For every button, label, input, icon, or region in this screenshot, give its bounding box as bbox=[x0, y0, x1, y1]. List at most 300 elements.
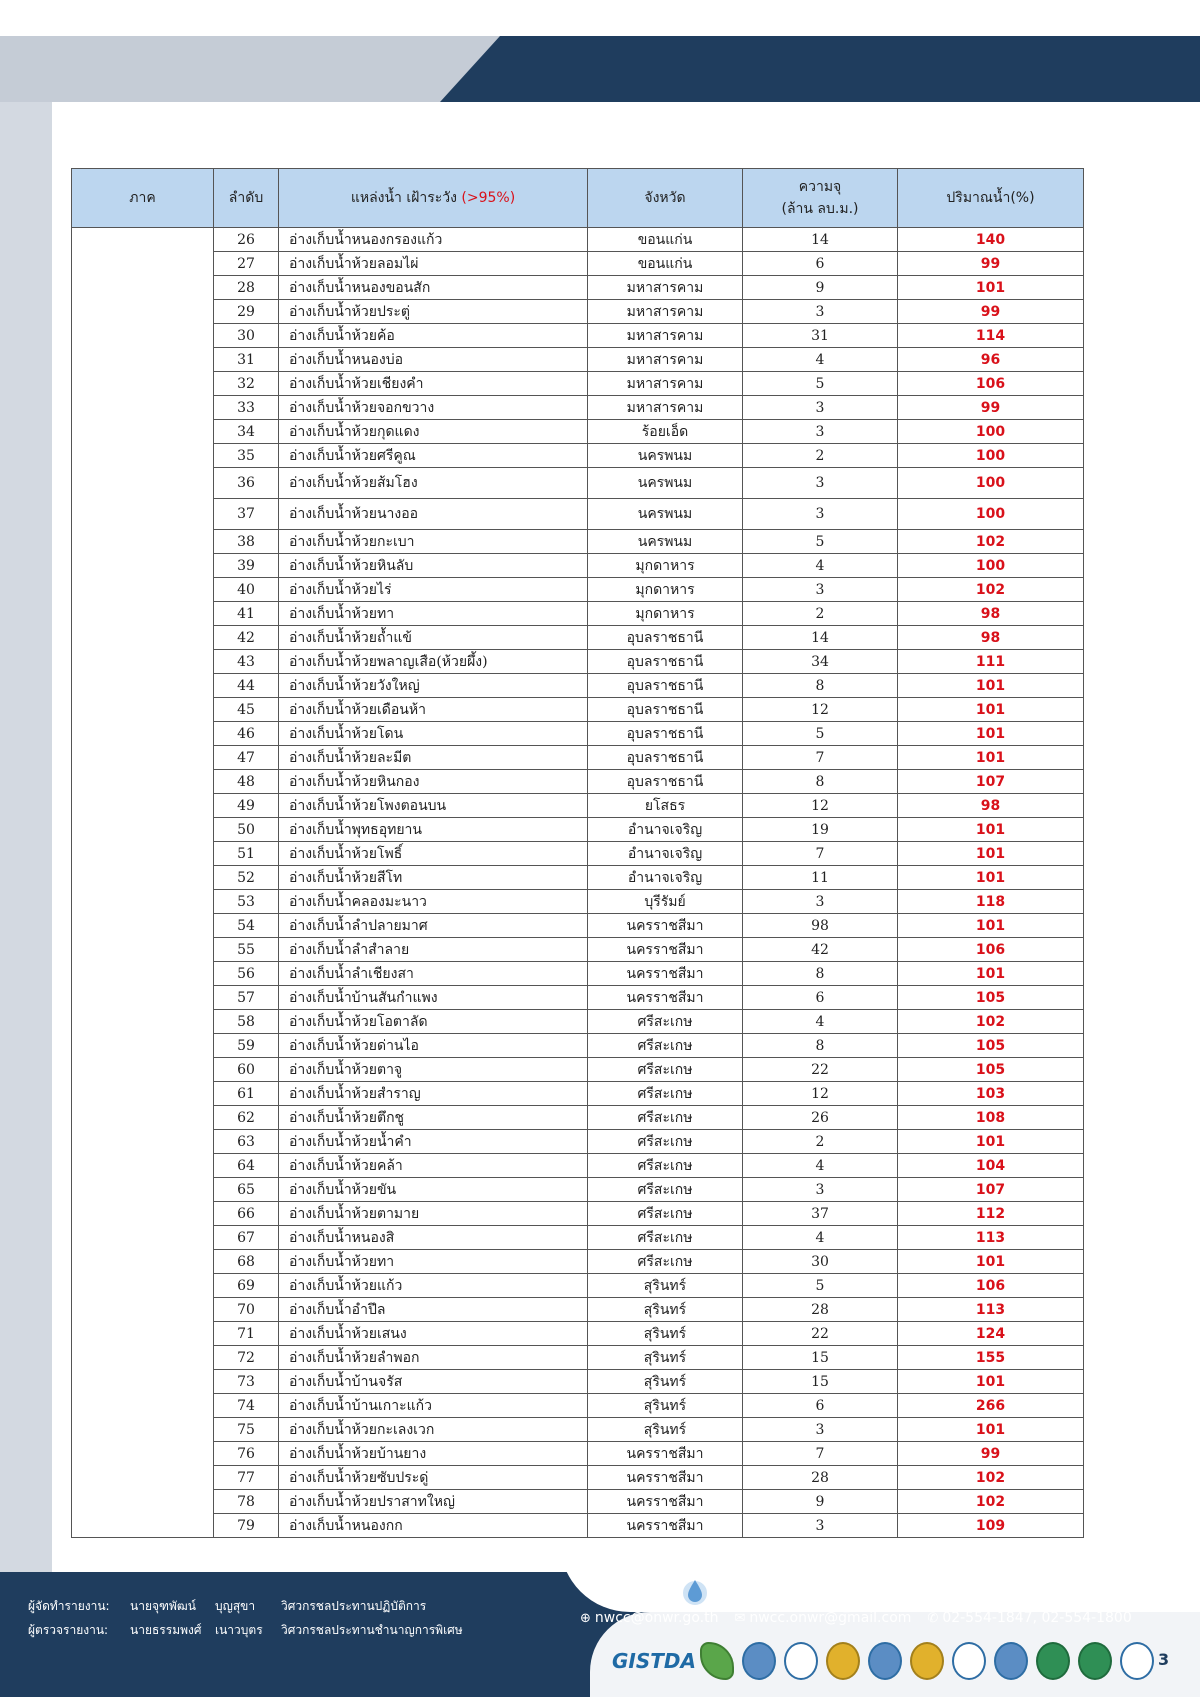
cell-capacity: 4 bbox=[743, 1154, 898, 1178]
cell-percent: 108 bbox=[898, 1106, 1084, 1130]
cell-percent: 155 bbox=[898, 1346, 1084, 1370]
email-contact[interactable] bbox=[734, 1610, 911, 1626]
header-number: ลำดับ bbox=[214, 169, 279, 228]
cell-province: ศรีสะเกษ bbox=[588, 1250, 743, 1274]
contact-row bbox=[580, 1610, 1132, 1626]
cell-capacity: 7 bbox=[743, 746, 898, 770]
cell-source-name: อ่างเก็บน้ำห้วยโพงตอนบน bbox=[279, 794, 588, 818]
cell-province: นครราชสีมา bbox=[588, 938, 743, 962]
cell-province: สุรินทร์ bbox=[588, 1394, 743, 1418]
cell-source-name: อ่างเก็บน้ำหนองบ่อ bbox=[279, 348, 588, 372]
table-row bbox=[72, 674, 1084, 698]
cell-source-name: อ่างเก็บน้ำห้วยทา bbox=[279, 1250, 588, 1274]
green-seal-icon bbox=[1036, 1642, 1070, 1680]
gold-emblem-icon bbox=[826, 1642, 860, 1680]
checker-role: วิศวกรชลประทานชำนาญการพิเศษ bbox=[281, 1623, 463, 1637]
cell-capacity: 8 bbox=[743, 770, 898, 794]
cell-number: 40 bbox=[214, 578, 279, 602]
table-body bbox=[72, 228, 1084, 1538]
leaf-logo-icon bbox=[700, 1642, 734, 1680]
cell-province: นครพนม bbox=[588, 468, 743, 499]
cell-number: 55 bbox=[214, 938, 279, 962]
cell-number: 49 bbox=[214, 794, 279, 818]
cell-percent: 100 bbox=[898, 554, 1084, 578]
cell-number: 35 bbox=[214, 444, 279, 468]
region-cell bbox=[72, 228, 214, 1538]
cell-province: อำนาจเจริญ bbox=[588, 866, 743, 890]
cell-capacity: 2 bbox=[743, 444, 898, 468]
cell-source-name: อ่างเก็บน้ำห้วยตึกชู bbox=[279, 1106, 588, 1130]
table-row bbox=[72, 818, 1084, 842]
cell-number: 58 bbox=[214, 1010, 279, 1034]
cell-province: ศรีสะเกษ bbox=[588, 1034, 743, 1058]
cell-source-name: อ่างเก็บน้ำห้วยนางออ bbox=[279, 499, 588, 530]
cell-source-name: อ่างเก็บน้ำห้วยสำราญ bbox=[279, 1082, 588, 1106]
cell-source-name: อ่างเก็บน้ำห้วยจอกขวาง bbox=[279, 396, 588, 420]
cell-percent: 98 bbox=[898, 794, 1084, 818]
table-row bbox=[72, 1274, 1084, 1298]
cell-province: อุบลราชธานี bbox=[588, 770, 743, 794]
cell-capacity: 4 bbox=[743, 1226, 898, 1250]
cell-number: 46 bbox=[214, 722, 279, 746]
cell-capacity: 5 bbox=[743, 722, 898, 746]
cell-percent: 100 bbox=[898, 444, 1084, 468]
cell-capacity: 12 bbox=[743, 1082, 898, 1106]
cell-province: นครราชสีมา bbox=[588, 986, 743, 1010]
cell-percent: 124 bbox=[898, 1322, 1084, 1346]
table-row bbox=[72, 1490, 1084, 1514]
table-row bbox=[72, 530, 1084, 554]
cell-capacity: 26 bbox=[743, 1106, 898, 1130]
header-dark-bar bbox=[440, 36, 1200, 102]
cell-capacity: 8 bbox=[743, 1034, 898, 1058]
table-row bbox=[72, 866, 1084, 890]
cell-province: มหาสารคาม bbox=[588, 372, 743, 396]
header-percent: ปริมาณน้ำ(%) bbox=[898, 169, 1084, 228]
cell-province: ศรีสะเกษ bbox=[588, 1130, 743, 1154]
cell-province: อุบลราชธานี bbox=[588, 746, 743, 770]
table-row bbox=[72, 1154, 1084, 1178]
cell-percent: 104 bbox=[898, 1154, 1084, 1178]
cell-capacity: 42 bbox=[743, 938, 898, 962]
cell-number: 56 bbox=[214, 962, 279, 986]
cell-source-name: อ่างเก็บน้ำห้วยประตู่ bbox=[279, 300, 588, 324]
header-source bbox=[279, 169, 588, 228]
cell-capacity: 9 bbox=[743, 1490, 898, 1514]
cell-source-name: อ่างเก็บน้ำพุทธอุทยาน bbox=[279, 818, 588, 842]
table-row bbox=[72, 1106, 1084, 1130]
org-name: ศูนย์อำนวยการน้ำแห่งชาติ bbox=[834, 1582, 1135, 1612]
cell-province: ศรีสะเกษ bbox=[588, 1058, 743, 1082]
cell-number: 51 bbox=[214, 842, 279, 866]
table-row bbox=[72, 698, 1084, 722]
header-region: ภาค bbox=[72, 169, 214, 228]
table-header-row bbox=[72, 169, 1084, 228]
checker-surname: เนาวบุตร bbox=[215, 1623, 263, 1637]
cell-number: 44 bbox=[214, 674, 279, 698]
table-row bbox=[72, 1226, 1084, 1250]
table-row bbox=[72, 324, 1084, 348]
table-row bbox=[72, 890, 1084, 914]
table-row bbox=[72, 1010, 1084, 1034]
cell-capacity: 14 bbox=[743, 228, 898, 252]
cell-percent: 101 bbox=[898, 842, 1084, 866]
website-contact[interactable] bbox=[580, 1610, 718, 1626]
cell-percent: 98 bbox=[898, 602, 1084, 626]
email-text: nwcc.onwr@gmail.com bbox=[749, 1610, 912, 1626]
cell-percent: 111 bbox=[898, 650, 1084, 674]
cell-province: อำนาจเจริญ bbox=[588, 842, 743, 866]
cell-number: 53 bbox=[214, 890, 279, 914]
globe-icon: ⊕ bbox=[580, 1611, 591, 1626]
table-row bbox=[72, 1058, 1084, 1082]
cell-percent: 99 bbox=[898, 1442, 1084, 1466]
crest-logo-icon bbox=[910, 1642, 944, 1680]
cell-province: นครราชสีมา bbox=[588, 1514, 743, 1538]
phone-icon: ✆ bbox=[927, 1611, 939, 1626]
cell-capacity: 5 bbox=[743, 1274, 898, 1298]
cell-source-name: อ่างเก็บน้ำหนองขอนสัก bbox=[279, 276, 588, 300]
cell-province: อำนาจเจริญ bbox=[588, 818, 743, 842]
cell-number: 43 bbox=[214, 650, 279, 674]
cell-percent: 101 bbox=[898, 276, 1084, 300]
cell-province: มหาสารคาม bbox=[588, 396, 743, 420]
cell-province: ขอนแก่น bbox=[588, 252, 743, 276]
cell-percent: 100 bbox=[898, 499, 1084, 530]
cell-source-name: อ่างเก็บน้ำห้วยลำพอก bbox=[279, 1346, 588, 1370]
table-row bbox=[72, 722, 1084, 746]
cell-province: มุกดาหาร bbox=[588, 578, 743, 602]
cell-capacity: 7 bbox=[743, 842, 898, 866]
cell-capacity: 3 bbox=[743, 499, 898, 530]
cell-province: ศรีสะเกษ bbox=[588, 1226, 743, 1250]
header-capacity-line1: ความจุ bbox=[798, 178, 842, 195]
cell-source-name: อ่างเก็บน้ำคลองมะนาว bbox=[279, 890, 588, 914]
table-row bbox=[72, 794, 1084, 818]
gistda-logo: GISTDA bbox=[612, 1649, 696, 1673]
cell-percent: 100 bbox=[898, 420, 1084, 444]
cell-source-name: อ่างเก็บน้ำห้วยหินลับ bbox=[279, 554, 588, 578]
cell-source-name: อ่างเก็บน้ำลำปลายมาศ bbox=[279, 914, 588, 938]
table-row bbox=[72, 1394, 1084, 1418]
cell-percent: 114 bbox=[898, 324, 1084, 348]
reporter-block bbox=[28, 1594, 463, 1642]
cell-number: 64 bbox=[214, 1154, 279, 1178]
cell-percent: 99 bbox=[898, 396, 1084, 420]
table-row bbox=[72, 372, 1084, 396]
cell-capacity: 28 bbox=[743, 1466, 898, 1490]
cell-number: 34 bbox=[214, 420, 279, 444]
phone-text: 02-554-1847, 02-554-1800 bbox=[942, 1610, 1132, 1626]
cell-capacity: 9 bbox=[743, 276, 898, 300]
cell-province: นครราชสีมา bbox=[588, 962, 743, 986]
cell-source-name: อ่างเก็บน้ำห้วยซับประดู่ bbox=[279, 1466, 588, 1490]
cell-source-name: อ่างเก็บน้ำห้วยด่านไอ bbox=[279, 1034, 588, 1058]
cell-source-name: อ่างเก็บน้ำห้วยเสนง bbox=[279, 1322, 588, 1346]
header-source-label: แหล่งน้ำ เฝ้าระวัง bbox=[350, 189, 457, 206]
ring-seal-icon bbox=[1078, 1642, 1112, 1680]
table-row bbox=[72, 420, 1084, 444]
cell-percent: 102 bbox=[898, 530, 1084, 554]
cell-number: 39 bbox=[214, 554, 279, 578]
cell-number: 33 bbox=[214, 396, 279, 420]
cell-number: 70 bbox=[214, 1298, 279, 1322]
cell-source-name: อ่างเก็บน้ำหนองกก bbox=[279, 1514, 588, 1538]
table-row bbox=[72, 1034, 1084, 1058]
cell-province: อุบลราชธานี bbox=[588, 674, 743, 698]
raindrop-logo-icon bbox=[994, 1642, 1028, 1680]
cell-percent: 105 bbox=[898, 1058, 1084, 1082]
partner-logos bbox=[612, 1642, 1154, 1680]
cell-province: มุกดาหาร bbox=[588, 554, 743, 578]
cell-number: 72 bbox=[214, 1346, 279, 1370]
table-row bbox=[72, 1322, 1084, 1346]
cell-number: 61 bbox=[214, 1082, 279, 1106]
cell-source-name: อ่างเก็บน้ำห้วยส้มโฮง bbox=[279, 468, 588, 499]
cell-source-name: อ่างเก็บน้ำห้วยกะเบา bbox=[279, 530, 588, 554]
cell-capacity: 8 bbox=[743, 962, 898, 986]
table-row bbox=[72, 1250, 1084, 1274]
cell-percent: 98 bbox=[898, 626, 1084, 650]
cell-province: อุบลราชธานี bbox=[588, 626, 743, 650]
cell-province: สุรินทร์ bbox=[588, 1346, 743, 1370]
cell-source-name: อ่างเก็บน้ำห้วยทา bbox=[279, 602, 588, 626]
cell-capacity: 3 bbox=[743, 1514, 898, 1538]
cell-province: ศรีสะเกษ bbox=[588, 1010, 743, 1034]
cell-capacity: 5 bbox=[743, 372, 898, 396]
cell-province: ร้อยเอ็ด bbox=[588, 420, 743, 444]
cell-province: อุบลราชธานี bbox=[588, 722, 743, 746]
cell-province: สุรินทร์ bbox=[588, 1322, 743, 1346]
cell-capacity: 19 bbox=[743, 818, 898, 842]
phone-contact[interactable] bbox=[927, 1610, 1131, 1626]
cell-number: 65 bbox=[214, 1178, 279, 1202]
cell-province: มหาสารคาม bbox=[588, 324, 743, 348]
cell-number: 36 bbox=[214, 468, 279, 499]
cell-number: 73 bbox=[214, 1370, 279, 1394]
cell-percent: 102 bbox=[898, 1490, 1084, 1514]
cell-number: 31 bbox=[214, 348, 279, 372]
cell-percent: 102 bbox=[898, 578, 1084, 602]
cell-source-name: อ่างเก็บน้ำบ้านเกาะแก้ว bbox=[279, 1394, 588, 1418]
cell-percent: 101 bbox=[898, 674, 1084, 698]
table-row bbox=[72, 1442, 1084, 1466]
cell-capacity: 11 bbox=[743, 866, 898, 890]
table-row bbox=[72, 1418, 1084, 1442]
cell-number: 47 bbox=[214, 746, 279, 770]
cell-source-name: อ่างเก็บน้ำหนองกรองแก้ว bbox=[279, 228, 588, 252]
cell-source-name: อ่างเก็บน้ำห้วยพลาญเสือ(ห้วยผึ้ง) bbox=[279, 650, 588, 674]
table-row bbox=[72, 499, 1084, 530]
cell-number: 66 bbox=[214, 1202, 279, 1226]
cell-percent: 101 bbox=[898, 698, 1084, 722]
cell-source-name: อ่างเก็บน้ำห้วยถ้ำแข้ bbox=[279, 626, 588, 650]
cell-number: 77 bbox=[214, 1466, 279, 1490]
table-row bbox=[72, 1466, 1084, 1490]
cell-capacity: 6 bbox=[743, 986, 898, 1010]
bus-logo-icon bbox=[868, 1642, 902, 1680]
cell-source-name: อ่างเก็บน้ำหนองสิ bbox=[279, 1226, 588, 1250]
cell-capacity: 22 bbox=[743, 1058, 898, 1082]
table-row bbox=[72, 986, 1084, 1010]
cell-number: 76 bbox=[214, 1442, 279, 1466]
cell-percent: 107 bbox=[898, 1178, 1084, 1202]
cell-number: 30 bbox=[214, 324, 279, 348]
cell-number: 71 bbox=[214, 1322, 279, 1346]
cell-percent: 105 bbox=[898, 1034, 1084, 1058]
cell-province: นครราชสีมา bbox=[588, 1490, 743, 1514]
cell-percent: 103 bbox=[898, 1082, 1084, 1106]
footer bbox=[0, 1572, 1200, 1697]
cell-province: ศรีสะเกษ bbox=[588, 1106, 743, 1130]
cell-percent: 101 bbox=[898, 1250, 1084, 1274]
cell-source-name: อ่างเก็บน้ำห้วยบ้านยาง bbox=[279, 1442, 588, 1466]
cell-province: ขอนแก่น bbox=[588, 228, 743, 252]
cell-source-name: อ่างเก็บน้ำห้วยโอตาลัด bbox=[279, 1010, 588, 1034]
cell-province: ศรีสะเกษ bbox=[588, 1202, 743, 1226]
cell-percent: 118 bbox=[898, 890, 1084, 914]
cell-percent: 109 bbox=[898, 1514, 1084, 1538]
cell-capacity: 34 bbox=[743, 650, 898, 674]
cell-source-name: อ่างเก็บน้ำห้วยไร่ bbox=[279, 578, 588, 602]
cell-percent: 140 bbox=[898, 228, 1084, 252]
cell-capacity: 3 bbox=[743, 1418, 898, 1442]
cell-source-name: อ่างเก็บน้ำห้วยตามาย bbox=[279, 1202, 588, 1226]
table-row bbox=[72, 1370, 1084, 1394]
cell-source-name: อ่างเก็บน้ำห้วยขัน bbox=[279, 1178, 588, 1202]
table-row bbox=[72, 602, 1084, 626]
cell-source-name: อ่างเก็บน้ำห้วยลอมไผ่ bbox=[279, 252, 588, 276]
cell-percent: 101 bbox=[898, 1130, 1084, 1154]
cell-capacity: 31 bbox=[743, 324, 898, 348]
cell-province: สุรินทร์ bbox=[588, 1370, 743, 1394]
cell-source-name: อ่างเก็บน้ำห้วยศรีคูณ bbox=[279, 444, 588, 468]
cell-source-name: อ่างเก็บน้ำห้วยเดือนห้า bbox=[279, 698, 588, 722]
reservoir-table bbox=[71, 168, 1084, 1538]
cell-capacity: 3 bbox=[743, 1178, 898, 1202]
cell-number: 59 bbox=[214, 1034, 279, 1058]
table-row bbox=[72, 1346, 1084, 1370]
reporter-label: ผู้จัดทำรายงาน: bbox=[28, 1599, 110, 1613]
checker-row bbox=[28, 1618, 463, 1642]
cell-capacity: 2 bbox=[743, 602, 898, 626]
cell-percent: 112 bbox=[898, 1202, 1084, 1226]
cell-capacity: 3 bbox=[743, 468, 898, 499]
cell-capacity: 12 bbox=[743, 698, 898, 722]
left-side-bar bbox=[0, 102, 52, 1572]
cell-percent: 101 bbox=[898, 962, 1084, 986]
cell-capacity: 98 bbox=[743, 914, 898, 938]
table-row bbox=[72, 1514, 1084, 1538]
cell-number: 32 bbox=[214, 372, 279, 396]
cell-capacity: 8 bbox=[743, 674, 898, 698]
cell-percent: 113 bbox=[898, 1226, 1084, 1250]
cell-capacity: 22 bbox=[743, 1322, 898, 1346]
cell-number: 67 bbox=[214, 1226, 279, 1250]
cell-percent: 106 bbox=[898, 1274, 1084, 1298]
cell-capacity: 15 bbox=[743, 1346, 898, 1370]
table-row bbox=[72, 1178, 1084, 1202]
cell-capacity: 6 bbox=[743, 252, 898, 276]
cell-number: 41 bbox=[214, 602, 279, 626]
cell-capacity: 6 bbox=[743, 1394, 898, 1418]
cell-source-name: อ่างเก็บน้ำห้วยน้ำคำ bbox=[279, 1130, 588, 1154]
emblem-seal-icon bbox=[1120, 1642, 1154, 1680]
cell-source-name: อ่างเก็บน้ำห้วยหินกอง bbox=[279, 770, 588, 794]
table-row bbox=[72, 578, 1084, 602]
header-capacity bbox=[743, 169, 898, 228]
cell-province: สุรินทร์ bbox=[588, 1418, 743, 1442]
cell-source-name: อ่างเก็บน้ำห้วยโพธิ์ bbox=[279, 842, 588, 866]
cell-number: 60 bbox=[214, 1058, 279, 1082]
table-row bbox=[72, 228, 1084, 252]
cell-source-name: อ่างเก็บน้ำห้วยแก้ว bbox=[279, 1274, 588, 1298]
cell-source-name: อ่างเก็บน้ำห้วยตาจู bbox=[279, 1058, 588, 1082]
cell-number: 79 bbox=[214, 1514, 279, 1538]
cell-source-name: อ่างเก็บน้ำห้วยค้อ bbox=[279, 324, 588, 348]
cell-capacity: 3 bbox=[743, 578, 898, 602]
cell-source-name: อ่างเก็บน้ำบ้านจรัส bbox=[279, 1370, 588, 1394]
cell-percent: 105 bbox=[898, 986, 1084, 1010]
cell-capacity: 14 bbox=[743, 626, 898, 650]
cell-capacity: 3 bbox=[743, 300, 898, 324]
cell-capacity: 3 bbox=[743, 420, 898, 444]
cell-percent: 99 bbox=[898, 300, 1084, 324]
table-row bbox=[72, 468, 1084, 499]
table-row bbox=[72, 252, 1084, 276]
cell-number: 62 bbox=[214, 1106, 279, 1130]
cell-province: อุบลราชธานี bbox=[588, 698, 743, 722]
bird-logo-icon bbox=[952, 1642, 986, 1680]
cell-source-name: อ่างเก็บน้ำลำเชียงสา bbox=[279, 962, 588, 986]
website-text: nwcc@onwr.go.th bbox=[594, 1610, 719, 1626]
cell-province: มหาสารคาม bbox=[588, 300, 743, 324]
table-row bbox=[72, 962, 1084, 986]
cell-province: ศรีสะเกษ bbox=[588, 1082, 743, 1106]
table-row bbox=[72, 1202, 1084, 1226]
cell-capacity: 15 bbox=[743, 1370, 898, 1394]
cell-province: มหาสารคาม bbox=[588, 276, 743, 300]
cell-percent: 102 bbox=[898, 1010, 1084, 1034]
cell-province: นครราชสีมา bbox=[588, 1466, 743, 1490]
cell-number: 50 bbox=[214, 818, 279, 842]
cell-number: 45 bbox=[214, 698, 279, 722]
cell-source-name: อ่างเก็บน้ำห้วยกะเลงเวก bbox=[279, 1418, 588, 1442]
cell-province: อุบลราชธานี bbox=[588, 650, 743, 674]
cell-source-name: อ่างเก็บน้ำห้วยคล้า bbox=[279, 1154, 588, 1178]
cell-province: มหาสารคาม bbox=[588, 348, 743, 372]
cell-source-name: อ่างเก็บน้ำห้วยสีโท bbox=[279, 866, 588, 890]
arch-logo-icon bbox=[742, 1642, 776, 1680]
table-row bbox=[72, 938, 1084, 962]
cell-province: นครราชสีมา bbox=[588, 1442, 743, 1466]
cell-province: ศรีสะเกษ bbox=[588, 1178, 743, 1202]
cell-capacity: 30 bbox=[743, 1250, 898, 1274]
cell-number: 54 bbox=[214, 914, 279, 938]
table-row bbox=[72, 1082, 1084, 1106]
cell-number: 27 bbox=[214, 252, 279, 276]
reporter-role: วิศวกรชลประทานปฏิบัติการ bbox=[281, 1599, 427, 1613]
cell-number: 57 bbox=[214, 986, 279, 1010]
cell-number: 37 bbox=[214, 499, 279, 530]
cell-percent: 101 bbox=[898, 866, 1084, 890]
cell-source-name: อ่างเก็บน้ำห้วยละมีต bbox=[279, 746, 588, 770]
cell-percent: 101 bbox=[898, 818, 1084, 842]
mail-icon: ✉ bbox=[734, 1611, 746, 1626]
cell-capacity: 37 bbox=[743, 1202, 898, 1226]
table-row bbox=[72, 554, 1084, 578]
table-row bbox=[72, 626, 1084, 650]
